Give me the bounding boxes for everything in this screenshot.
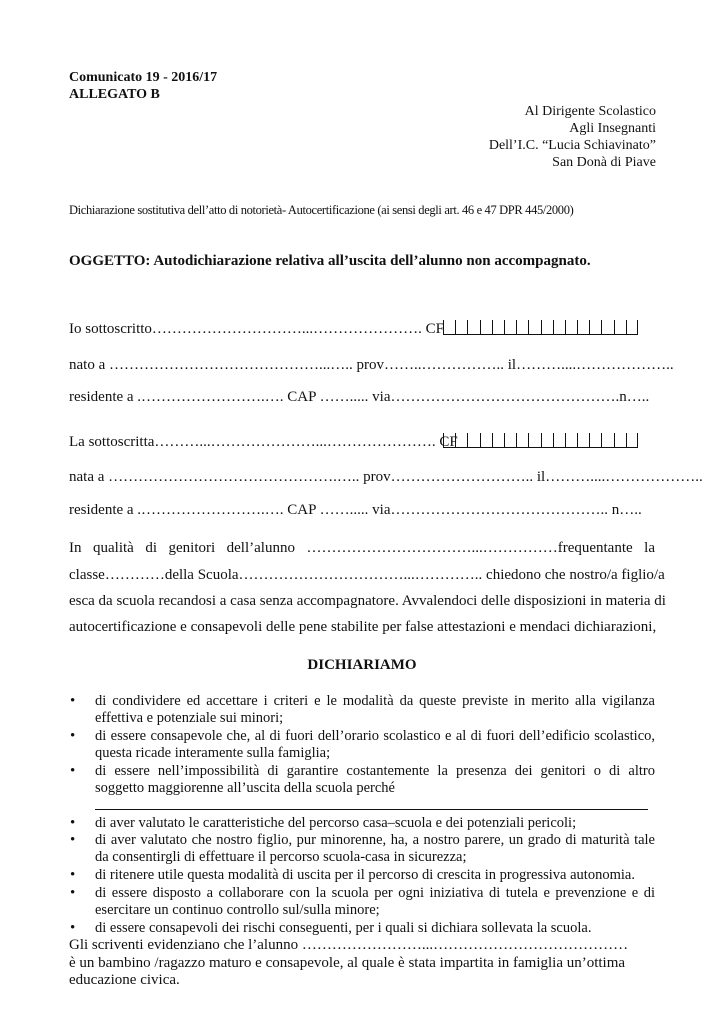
cf-char-box[interactable]	[480, 320, 492, 335]
closing-line-2: è un bambino /ragazzo maturo e consapevole, al quale è stata impartita in famiglia un’ottima	[69, 955, 626, 971]
cf-char-box[interactable]	[516, 320, 528, 335]
cf-char-box[interactable]	[577, 433, 589, 448]
parent2-residence-line: residente a .…………………….…. CAP ……..... via…………………………………….. n…..	[69, 502, 642, 518]
bullet-dot: •	[70, 763, 76, 779]
cf-char-box[interactable]	[565, 433, 577, 448]
cf-char-box[interactable]	[467, 320, 479, 335]
closing-line-3: educazione civica.	[69, 972, 180, 988]
cf-char-box[interactable]	[541, 433, 553, 448]
cf-char-box[interactable]	[589, 320, 601, 335]
bullet-rischi-line-1: di essere consapevoli dei rischi conseguenti, per i quali si dichiara sollevata la scuola.	[95, 920, 592, 936]
bullet-dot: •	[70, 815, 76, 831]
body-line-2: classe…………della Scuola……………………………...………….. chiedono che nostro/a figlio/a	[69, 567, 665, 583]
recipient-istituto: Dell’I.C. “Lucia Schiavinato”	[488, 138, 656, 153]
parent2-birth-line: nata a ……………………………………….….. prov……………………….. il………....………………..	[69, 469, 703, 485]
recipient-insegnanti: Agli Insegnanti	[569, 121, 656, 136]
cf-char-box[interactable]	[577, 320, 589, 335]
allegato-label: ALLEGATO B	[69, 87, 160, 102]
recipient-citta: San Donà di Piave	[552, 155, 656, 170]
bullet-collaborare-line-2: esercitare un continuo controllo sul/sulla minore;	[95, 902, 380, 918]
closing-line-1: Gli scriventi evidenziano che l’alunno ……………………...…………………………………	[69, 937, 629, 953]
body-line-1: In qualità di genitori dell’alunno ……………………………...……………frequentante la	[69, 540, 655, 556]
cf-char-box[interactable]	[467, 433, 479, 448]
bullet-dot: •	[70, 867, 76, 883]
bullet-dot: •	[70, 920, 76, 936]
cf-char-box[interactable]	[504, 433, 516, 448]
cf-char-box[interactable]	[492, 433, 504, 448]
cf-char-box[interactable]	[516, 433, 528, 448]
bullet-maturita-line-2: da consentirgli di effettuare il percorso scuola-casa in sicurezza;	[95, 849, 467, 865]
recipient-dirigente: Al Dirigente Scolastico	[524, 104, 656, 119]
bullet-dot: •	[70, 885, 76, 901]
cf-char-box[interactable]	[601, 320, 613, 335]
bullet-impossibilita-line-1: di essere nell’impossibilità di garantire costantemente la presenza dei genitori o di altro	[95, 763, 655, 779]
dichiariamo-heading: DICHIARIAMO	[307, 657, 417, 673]
cf-char-box[interactable]	[541, 320, 553, 335]
cf-char-box[interactable]	[614, 320, 626, 335]
cf-char-box[interactable]	[455, 433, 467, 448]
bullet-percorso-line-1: di aver valutato le caratteristiche del percorso casa–scuola e dei potenziali pericoli;	[95, 815, 577, 831]
body-line-4: autocertificazione e consapevoli delle pene stabilite per false attestazioni e mendaci dichiarazioni,	[69, 619, 657, 635]
cf-char-box[interactable]	[626, 320, 638, 335]
parent1-cf-boxes[interactable]	[443, 320, 638, 336]
cf-char-box[interactable]	[553, 320, 565, 335]
bullet-consapevole-line-2: questa ricade interamente sulla famiglia;	[95, 745, 331, 761]
bullet-autonomia-line-1: di ritenere utile questa modalità di uscita per il percorso di crescita in progressiva autonomia.	[95, 867, 635, 883]
bullet-dot: •	[70, 693, 76, 709]
cf-char-box[interactable]	[443, 433, 455, 448]
cf-char-box[interactable]	[565, 320, 577, 335]
bullet-collaborare-line-1: di essere disposto a collaborare con la scuola per ogni iniziativa di tutela e prevenzione e di	[95, 885, 655, 901]
cf-char-box[interactable]	[553, 433, 565, 448]
reason-blank-line[interactable]	[95, 809, 648, 810]
cf-char-box[interactable]	[601, 433, 613, 448]
body-line-3: esca da scuola recandosi a casa senza accompagnatore. Avvalendoci delle disposizioni in materia di	[69, 593, 666, 609]
cf-char-box[interactable]	[455, 320, 467, 335]
subject-heading: OGGETTO: Autodichiarazione relativa all’uscita dell’alunno non accompagnato.	[69, 253, 591, 269]
parent1-name-line: Io sottoscritto…………………………...…………………. CF	[69, 321, 445, 337]
parent2-name-line: La sottoscritta………...…………………...…………………. CF	[69, 434, 458, 450]
bullet-dot: •	[70, 832, 76, 848]
cf-char-box[interactable]	[614, 433, 626, 448]
bullet-consapevole-line-1: di essere consapevole che, al di fuori dell’orario scolastico e al di fuori dell’edificio scolastico,	[95, 728, 655, 744]
comunicato-number: Comunicato 19 - 2016/17	[69, 70, 218, 85]
cf-char-box[interactable]	[626, 433, 638, 448]
parent1-birth-line: nato a ……………………………………...….. prov……..…………….. il………....………………..	[69, 357, 674, 373]
bullet-maturita-line-1: di aver valutato che nostro figlio, pur minorenne, ha, a nostro parere, un grado di maturità tale	[95, 832, 655, 848]
cf-char-box[interactable]	[504, 320, 516, 335]
parent1-residence-line: residente a .…………………….…. CAP ……..... via……………………………………….n…..	[69, 389, 650, 405]
bullet-dot: •	[70, 728, 76, 744]
cf-char-box[interactable]	[528, 433, 540, 448]
bullet-condividere-line-1: di condividere ed accettare i criteri e le modalità da queste previste in merito alla vigilanza	[95, 693, 655, 709]
bullet-condividere-line-2: effettiva e potenziale sui minori;	[95, 710, 284, 726]
parent2-cf-boxes[interactable]	[443, 433, 638, 449]
cf-char-box[interactable]	[528, 320, 540, 335]
cf-char-box[interactable]	[443, 320, 455, 335]
declaration-type: Dichiarazione sostitutiva dell’atto di notorietà- Autocertificazione (ai sensi degli art. 46 e 47 DPR 445/2000)	[69, 203, 574, 217]
cf-char-box[interactable]	[589, 433, 601, 448]
bullet-impossibilita-line-2: soggetto maggiorenne all’uscita della scuola perché	[95, 780, 395, 796]
cf-char-box[interactable]	[492, 320, 504, 335]
cf-char-box[interactable]	[480, 433, 492, 448]
